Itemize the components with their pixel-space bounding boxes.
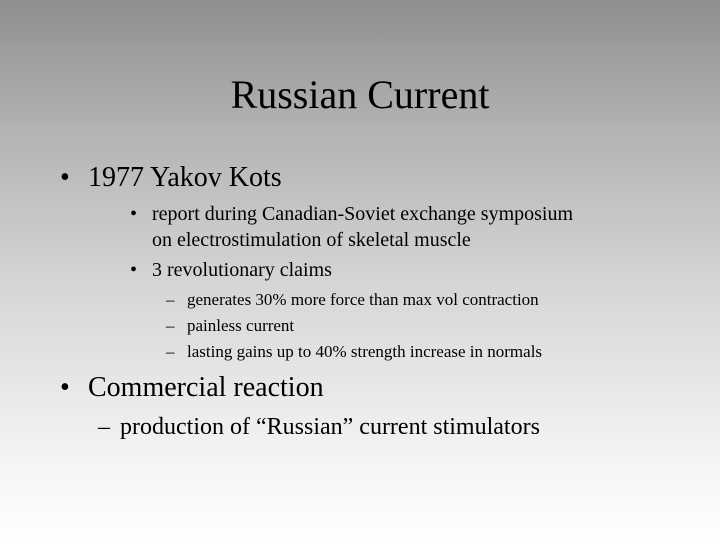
sub-bullet-report-line1: report during Canadian-Soviet exchange symposium [152, 203, 574, 225]
bullet-icon: • [130, 259, 138, 281]
bullet-commercial: Commercial reaction [88, 372, 324, 403]
sub-bullet-claims: 3 revolutionary claims [152, 259, 332, 281]
sub-bullet-report-line2: on electrostimulation of skeletal muscle [152, 229, 471, 251]
dash-icon: – [166, 316, 175, 335]
claim-item-force: generates 30% more force than max vol contraction [187, 290, 539, 309]
bullet-icon: • [130, 203, 138, 225]
bullet-icon: • [60, 162, 70, 193]
dash-icon: – [166, 290, 175, 309]
dash-icon: – [98, 414, 110, 440]
claim-item-painless: painless current [187, 316, 295, 335]
slide-title: Russian Current [230, 72, 490, 117]
sub-bullet-production: production of “Russian” current stimulators [120, 414, 540, 440]
dash-icon: – [166, 342, 175, 361]
bullet-icon: • [60, 372, 70, 403]
claim-item-gains: lasting gains up to 40% strength increase in normals [187, 342, 543, 361]
bullet-kots: 1977 Yakov Kots [88, 162, 282, 193]
